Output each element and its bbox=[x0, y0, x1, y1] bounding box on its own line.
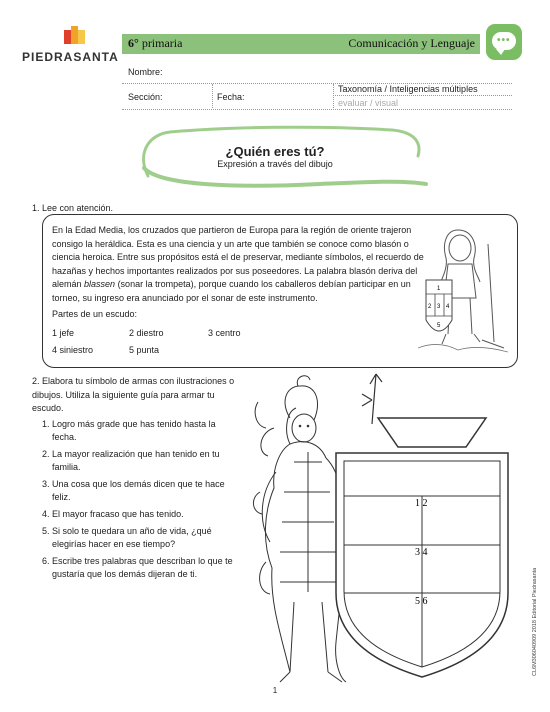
date-label: Fecha: bbox=[217, 92, 245, 102]
divider bbox=[212, 84, 213, 108]
shield-number: 5 bbox=[437, 323, 441, 329]
shield-number: 4 bbox=[446, 304, 450, 310]
parts-label: Partes de un escudo: bbox=[52, 309, 138, 319]
blank-shield bbox=[330, 415, 516, 680]
name-label: Nombre: bbox=[128, 67, 163, 77]
part-item: 5 punta bbox=[129, 345, 160, 355]
page-subtitle: Expresión a través del dibujo bbox=[217, 159, 333, 169]
section-label: Sección: bbox=[128, 92, 163, 102]
italic-word: blassen bbox=[84, 279, 116, 290]
taxonomy-values: evaluar / visual bbox=[338, 98, 399, 108]
part-item: 1 jefe bbox=[52, 328, 75, 338]
shield-section-number: 3 4 bbox=[415, 547, 428, 558]
subject-title: Comunicación y Lenguaje bbox=[348, 36, 475, 50]
guide-list bbox=[42, 418, 242, 585]
part-item: 3 centro bbox=[208, 328, 241, 338]
list-item: 1. Logro más grade que has tenido hasta la fecha. bbox=[42, 419, 216, 442]
chat-bubble-icon: ••• bbox=[486, 24, 522, 60]
girl-with-shield-illustration bbox=[418, 224, 508, 358]
publisher-code: CL6M306040909 2018 Editorial Piedrasanta bbox=[532, 567, 538, 676]
piedrasanta-logo-icon bbox=[64, 26, 86, 52]
shield-number: 3 bbox=[437, 304, 441, 310]
grade-text: primaria bbox=[141, 36, 183, 50]
list-item: 4. El mayor fracaso que has tenido. bbox=[42, 509, 184, 519]
list-item: 2. La mayor realización que han tenido en tu familia. bbox=[42, 449, 220, 472]
list-item: 3. Una cosa que los demás dicen que te hace feliz. bbox=[42, 479, 225, 502]
shield-number: 2 bbox=[428, 304, 432, 310]
reading-paragraph bbox=[52, 224, 430, 306]
shield-section-number: 1 2 bbox=[415, 498, 428, 509]
instruction-1: 1. Lee con atención. bbox=[32, 203, 114, 213]
shield-section-number: 5 6 bbox=[415, 596, 428, 607]
instruction-2: 2. Elabora tu símbolo de armas con ilustraciones o dibujos. Utiliza la siguiente guía para armar tu escudo. bbox=[32, 376, 235, 413]
divider bbox=[333, 95, 512, 96]
logo-text: PIEDRASANTA bbox=[22, 50, 119, 64]
paragraph-text: En la Edad Media, los cruzados que partieron de Europa para la región de oriente trajeron consigo la heráldica. Esta es una ciencia y un arte que también se conoce como blasón o ciencia heroica. Entre sus propósitos está el de preservar, mediante símbolos, el recuerdo de hazañas y hechos importantes realizados por sus poseedores. La palabra blasón deriva del alemán bbox=[52, 225, 424, 290]
list-item: 5. Si solo te quedara un año de vida, ¿qué elegirías hacer en ese tiempo? bbox=[42, 526, 212, 549]
part-item: 2 diestro bbox=[129, 328, 164, 338]
list-item: 6. Escribe tres palabras que describan lo que te gustaría que los demás dijeran de ti. bbox=[42, 556, 233, 579]
divider bbox=[333, 84, 334, 108]
shield-number: 1 bbox=[437, 286, 441, 292]
grade-label bbox=[128, 36, 182, 51]
paragraph-text-end: (sonar la trompeta), porque cuando los caballeros debían participar en un torneo, su ingreso era anunciado por el sonar de este instrumento. bbox=[52, 279, 411, 303]
grade-number: 6° bbox=[128, 36, 139, 50]
divider bbox=[122, 109, 512, 110]
page-title: ¿Quién eres tú? bbox=[225, 144, 325, 159]
page-number: 1 bbox=[272, 686, 278, 695]
taxonomy-label: Taxonomía / Inteligencias múltiples bbox=[338, 84, 478, 94]
part-item: 4 siniestro bbox=[52, 345, 94, 355]
